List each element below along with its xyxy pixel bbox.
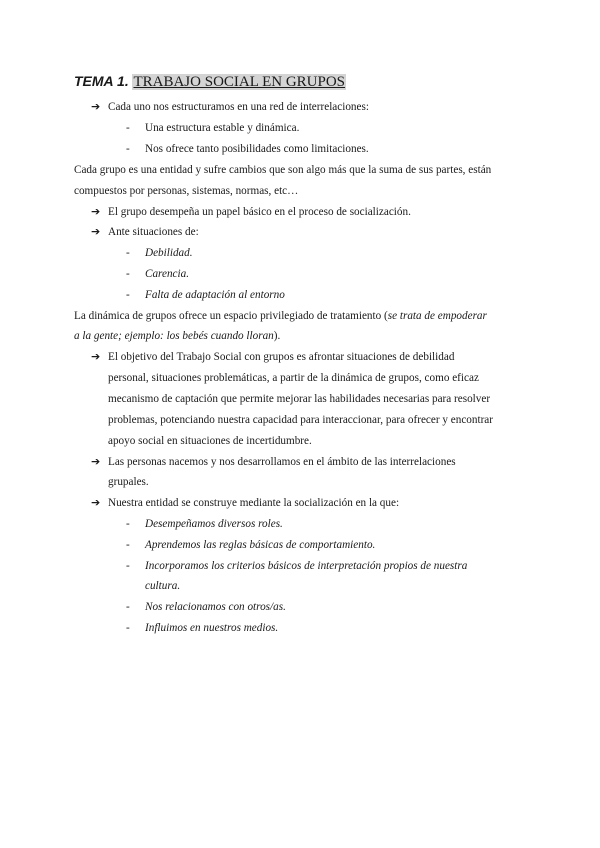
paragraph-line — [74, 308, 487, 324]
bullet-text: Cada uno nos estructuramos en una red de interrelaciones: — [108, 101, 369, 113]
paragraph-line: compuestos por personas, sistemas, normas, etc… — [74, 185, 299, 197]
title-text: TRABAJO SOCIAL EN GRUPOS — [133, 74, 346, 90]
bullet-text: El objetivo del Trabajo Social con grupos es afrontar situaciones de debilidad — [108, 351, 455, 363]
sub-item: Falta de adaptación al entorno — [145, 289, 285, 301]
dash-bullet-icon: - — [126, 247, 130, 259]
paragraph-italic-text: a la gente; ejemplo: los bebés cuando lloran — [74, 330, 274, 342]
sub-item: Incorporamos los criterios básicos de interpretación propios de nuestra — [145, 560, 468, 572]
bullet-text: grupales. — [108, 476, 149, 488]
bullet-text: problemas, potenciando nuestra capacidad para interaccionar, para ofrecer y encontrar — [108, 414, 494, 426]
paragraph-text: La dinámica de grupos ofrece un espacio privilegiado de tratamiento ( — [74, 310, 388, 322]
sub-item: Carencia. — [145, 268, 190, 280]
bullet-text: mecanismo de captación que permite mejorar las habilidades necesarias para resolver — [108, 393, 491, 405]
bullet-text: El grupo desempeña un papel básico en el proceso de socialización. — [108, 206, 411, 218]
sub-item: Nos relacionamos con otros/as. — [145, 601, 286, 613]
bullet-text: Ante situaciones de: — [108, 226, 199, 238]
title-prefix: TEMA 1. — [74, 73, 129, 89]
arrow-bullet-icon: ➔ — [91, 455, 101, 468]
dash-bullet-icon: - — [126, 122, 130, 134]
paragraph-italic-text: se trata de empoderar — [387, 310, 487, 322]
dash-bullet-icon: - — [126, 289, 130, 301]
sub-item: Desempeñamos diversos roles. — [145, 518, 283, 530]
dash-bullet-icon: - — [126, 601, 130, 613]
sub-item: Aprendemos las reglas básicas de comportamiento. — [145, 539, 376, 551]
sub-item: Debilidad. — [145, 247, 193, 259]
bullet-text: apoyo social en situaciones de incertidumbre. — [108, 435, 312, 447]
bullet-text: Nuestra entidad se construye mediante la socialización en la que: — [108, 497, 400, 509]
arrow-bullet-icon: ➔ — [91, 496, 101, 509]
arrow-bullet-icon: ➔ — [91, 205, 101, 218]
sub-item: Influimos en nuestros medios. — [145, 622, 279, 634]
dash-bullet-icon: - — [126, 622, 130, 634]
dash-bullet-icon: - — [126, 518, 130, 530]
dash-bullet-icon: - — [126, 560, 130, 572]
bullet-text: Las personas nacemos y nos desarrollamos en el ámbito de las interrelaciones — [108, 456, 456, 468]
paragraph-text: ). — [273, 330, 281, 342]
bullet-text: personal, situaciones problemáticas, a partir de la dinámica de grupos, como eficaz — [108, 372, 479, 384]
dash-bullet-icon: - — [126, 143, 130, 155]
dash-bullet-icon: - — [126, 539, 130, 551]
paragraph-line: Cada grupo es una entidad y sufre cambios que son algo más que la suma de sus partes, están — [74, 164, 492, 176]
page-title — [74, 71, 346, 92]
sub-item-continuation: cultura. — [145, 580, 181, 592]
arrow-bullet-icon: ➔ — [91, 350, 101, 363]
paragraph-line — [74, 328, 280, 344]
sub-item: Una estructura estable y dinámica. — [145, 122, 300, 134]
arrow-bullet-icon: ➔ — [91, 100, 101, 113]
sub-item: Nos ofrece tanto posibilidades como limitaciones. — [145, 143, 369, 155]
dash-bullet-icon: - — [126, 268, 130, 280]
arrow-bullet-icon: ➔ — [91, 225, 101, 238]
